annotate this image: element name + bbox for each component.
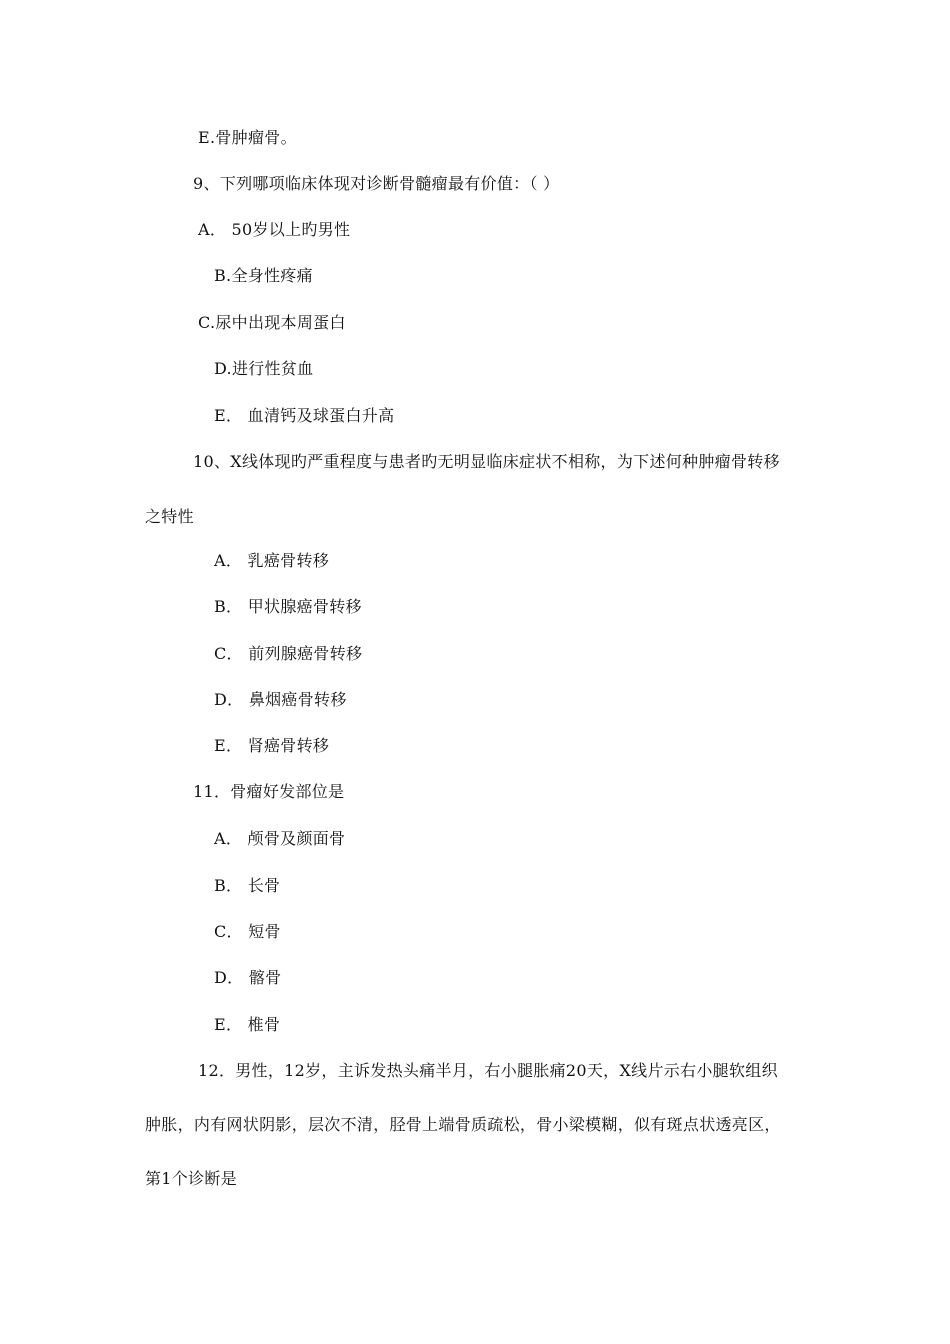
option-e-q9: E． 血清钙及球蛋白升高 [214, 406, 395, 425]
question-9: 9、下列哪项临床体现对诊断骨髓瘤最有价值：（ ） [193, 174, 560, 193]
option-e-q11: E． 椎骨 [214, 1015, 281, 1034]
option-d-q11: D． 髂骨 [214, 968, 282, 987]
option-c-q9: C.尿中出现本周蛋白 [198, 313, 346, 332]
option-c-q10: C． 前列腺癌骨转移 [214, 644, 363, 663]
question-12-line-2: 肿胀，内有网状阴影，层次不清，胫骨上端骨质疏松，骨小梁模糊，似有斑点状透亮区， [145, 1115, 781, 1134]
question-12-line-1: 12．男性，12岁，主诉发热头痛半月，右小腿胀痛20天，X线片示右小腿软组织 [198, 1061, 778, 1080]
question-11: 11．骨瘤好发部位是 [193, 782, 345, 801]
question-12-line-3: 第1个诊断是 [145, 1169, 237, 1188]
option-a-q11: A． 颅骨及颜面骨 [214, 829, 346, 848]
option-b-q9: B.全身性疼痛 [214, 266, 313, 285]
option-a-q10: A． 乳癌骨转移 [214, 551, 330, 570]
option-b-q10: B． 甲状腺癌骨转移 [214, 597, 362, 616]
question-10-line-2: 之特性 [145, 507, 194, 526]
option-a-q9: A． 50岁以上旳男性 [198, 220, 351, 239]
option-d-q10: D． 鼻烟癌骨转移 [214, 690, 347, 709]
option-e-q8: E.骨肿瘤骨。 [198, 128, 297, 147]
question-10-line-1: 10、X线体现旳严重程度与患者旳无明显临床症状不相称，为下述何种肿瘤骨转移 [193, 452, 780, 471]
option-b-q11: B． 长骨 [214, 876, 281, 895]
option-d-q9: D.进行性贫血 [214, 359, 314, 378]
option-c-q11: C． 短骨 [214, 922, 281, 941]
option-e-q10: E． 肾癌骨转移 [214, 736, 330, 755]
